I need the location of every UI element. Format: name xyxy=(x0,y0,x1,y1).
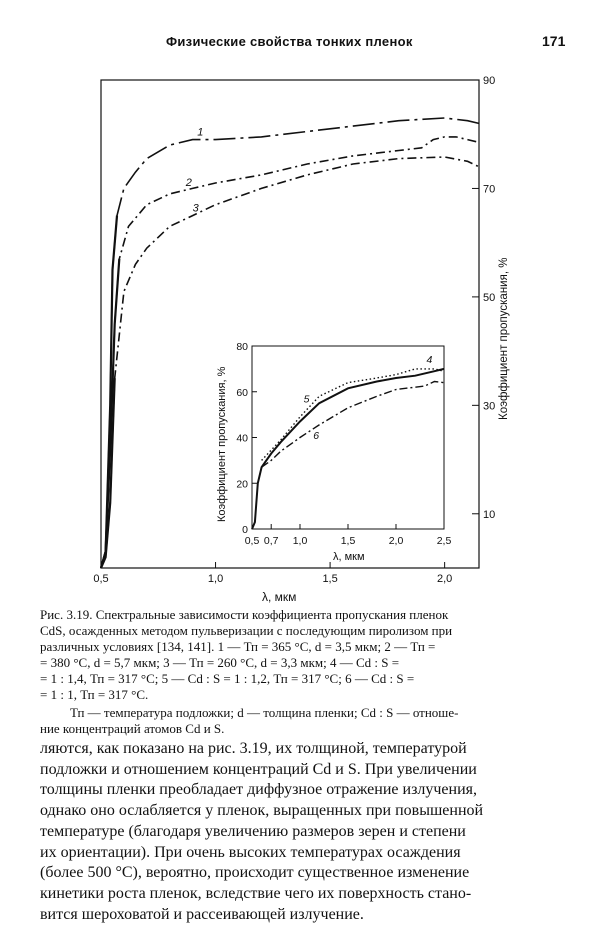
inset-background xyxy=(249,344,445,530)
inset-y-tick-label: 60 xyxy=(236,386,248,399)
inset-x-tick-label: 2,5 xyxy=(436,535,452,547)
caption-line: = 1 : 1,4, Тп = 317 °С; 5 — Cd : S = 1 : 1,2, Тп = 317 °С; 6 — Cd : S = xyxy=(40,671,415,686)
inset-y-tick-label: 80 xyxy=(236,341,248,353)
body-line: толщины пленки преобладает диффузное отражение излучения, xyxy=(40,781,477,799)
body-line: вится шероховатой и рассеивающей излучение. xyxy=(40,905,364,923)
body-line: однако оно ослабляется у пленок, выращенных при повышенной xyxy=(40,802,484,820)
main-x-tick-label: 2,0 xyxy=(436,573,453,585)
inset-curve-label-5: 5 xyxy=(303,393,310,406)
inset-curve-label-6: 6 xyxy=(313,429,320,442)
inset-y-tick-label: 20 xyxy=(236,478,248,491)
body-line: их ориентации). При очень высоких температурах осаждения xyxy=(40,843,461,861)
body-paragraph xyxy=(40,739,572,925)
main-y-axis-label: Коэффициент пропускания, % xyxy=(498,257,510,420)
main-x-tick-label: 0,5 xyxy=(93,573,109,585)
caption-note-line: ние концентраций атомов Cd и S. xyxy=(40,721,225,736)
caption-line: = 380 °С, d = 5,7 мкм; 3 — Тп = 260 °С, d = 3,3 мкм; 4 — Cd : S = xyxy=(40,655,400,670)
figure-caption xyxy=(40,607,570,737)
main-x-tick-label: 1,0 xyxy=(207,573,224,585)
main-x-axis-label: λ, мкм xyxy=(262,590,297,604)
body-line: ляются, как показано на рис. 3.19, их толщиной, температурой xyxy=(40,740,467,757)
inset-curve-label-4: 4 xyxy=(426,353,433,366)
caption-line: CdS, осажденных методом пульверизации с последующим пиролизом при xyxy=(40,623,453,638)
main-x-tick-label: 1,5 xyxy=(322,573,338,585)
inset-x-tick-label: 1,5 xyxy=(340,535,356,547)
main-y-tick-label: 10 xyxy=(483,508,496,521)
inset-y-tick-label: 40 xyxy=(236,432,248,445)
caption-line: = 1 : 1, Тп = 317 °С. xyxy=(40,687,149,702)
caption-line: Рис. 3.19. Спектральные зависимости коэффициента пропускания пленок xyxy=(40,607,449,622)
inset-x-axis-label: λ, мкм xyxy=(333,551,365,563)
running-title: Физические свойства тонких пленок xyxy=(166,34,413,49)
body-line: кинетики роста пленок, вследствие чего их поверхность стано- xyxy=(40,884,472,902)
main-y-tick-label: 70 xyxy=(483,183,496,196)
caption-line: различных условиях [134, 141]. 1 — Тп = 365 °С, d = 3,5 мкм; 2 — Тп = xyxy=(40,639,436,654)
main-y-tick-label: 30 xyxy=(483,400,496,413)
main-y-tick-label: 50 xyxy=(483,291,496,304)
inset-y-tick-label: 0 xyxy=(242,524,248,536)
main-curve-label-2: 2 xyxy=(185,177,192,190)
inset-x-tick-label: 2,0 xyxy=(388,535,404,547)
caption-note-line: Тп — температура подложки; d — толщина пленки; Cd : S — отноше- xyxy=(70,705,459,720)
inset-y-axis-label: Коэффициент пропускания, % xyxy=(216,366,228,522)
main-curve-label-3: 3 xyxy=(192,202,199,215)
inset-x-tick-label: 0,7 xyxy=(263,535,279,547)
body-line: подложки и отношением концентраций Cd и S. При увеличении xyxy=(40,760,477,778)
page-number: 171 xyxy=(542,33,566,49)
inset-x-tick-label: 1,0 xyxy=(292,535,308,547)
body-line: температуре (благодаря увеличению размеров зерен и степени xyxy=(40,822,466,840)
main-y-tick-label: 90 xyxy=(483,75,496,87)
main-curve-label-1: 1 xyxy=(197,126,204,139)
inset-x-tick-label: 0,5 xyxy=(244,535,260,547)
body-line: (более 500 °С), вероятно, происходит существенное изменение xyxy=(40,864,470,882)
